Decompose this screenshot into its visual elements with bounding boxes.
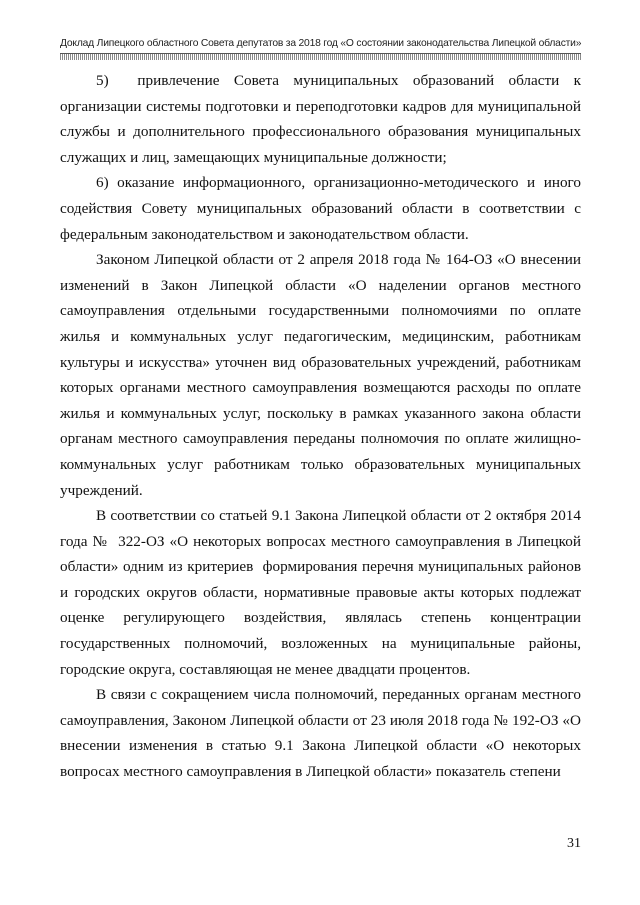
running-header: Доклад Липецкого областного Совета депутатов за 2018 год «О состоянии законодательства Липецкой области» <box>60 38 582 49</box>
document-body <box>60 68 581 785</box>
paragraph-article-9-1: В соответствии со статьей 9.1 Закона Липецкой области от 2 октября 2014 года № 322-ОЗ «О некоторых вопросах местного самоуправления в Липецкой области» одним из критериев формирования перечня муниципальных районов и городских округов области, нормативные правовые акты которых подлежат оценке регулирующего воздействия, являлась степень концентрации государственных полномочий, возложенных на муниципальные районы, городские округа, составляющая не менее двадцати процентов. <box>60 507 581 678</box>
page-number: 31 <box>567 836 581 851</box>
paragraph-item-6: 6) оказание информационного, организационно-методического и иного содействия Совету муниципальных образований области в соответствии с федеральным законодательством и законодательством области. <box>60 174 581 243</box>
header-rule <box>60 53 581 60</box>
paragraph-law-192-oz: В связи с сокращением числа полномочий, переданных органам местного самоуправления, Законом Липецкой области от 23 июля 2018 года № 192-ОЗ «О внесении изменения в статью 9.1 Закона Липецкой области «О некоторых вопросах местного самоуправления в Липецкой области» показатель степени <box>60 686 581 781</box>
paragraph-item-5: 5) привлечение Совета муниципальных образований области к организации системы подготовки и переподготовки кадров для муниципальной службы и дополнительного профессионального образования муниципальных служащих и лиц, замещающих муниципальные должности; <box>60 72 581 166</box>
paragraph-law-164-oz: Законом Липецкой области от 2 апреля 2018 года № 164-ОЗ «О внесении изменений в Закон Липецкой области «О наделении органов местного самоуправления отдельными государственными полномочиями по оплате жилья и коммунальных услуг педагогическим, медицинским, работникам культуры и искусства» уточнен вид образовательных учреждений, работникам которых органами местного самоуправления возмещаются расходы по оплате жилья и коммунальных услуг, поскольку в рамках указанного закона области органам местного самоуправления переданы полномочия по оплате жилищно-коммунальных услуг работникам только образовательных муниципальных учреждений. <box>60 251 581 499</box>
